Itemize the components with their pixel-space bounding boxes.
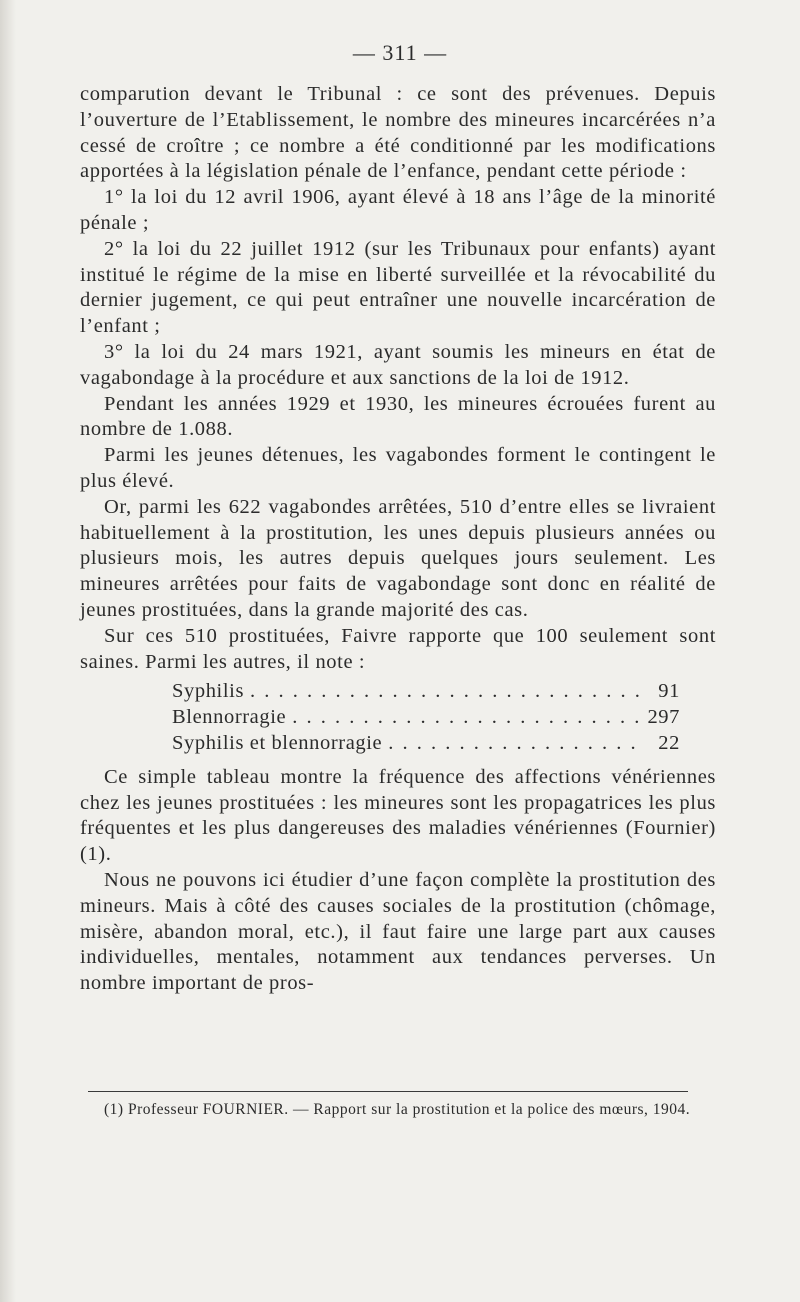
disease-count: 22 (658, 731, 680, 754)
leader-dots (388, 731, 640, 757)
disease-table (80, 679, 716, 756)
disease-row-blennorragie (172, 705, 680, 731)
disease-row-syphilis (172, 679, 680, 705)
paragraph-1: comparution devant le Tribunal : ce sont des prévenues. Depuis l’ouverture de l’Etablissement, le nombre des mineures incarcérées n’a cessé de croître ; ce nombre a été conditionné par les modifications apportées à la législation pénale de l’enfance, pendant cette période : (80, 83, 716, 183)
paragraph-622-vagabondes: Or, parmi les 622 vagabondes arrêtées, 510 d’entre elles se livraient habituellement à la prostitution, les unes depuis plusieurs années ou plusieurs mois, les autres depuis quelques jours seulement. Les mineures arrêtées pour faits de vagabondage sont donc en réalité de jeunes prostituées, dans la grande majorité des cas. (80, 495, 716, 621)
disease-label: Syphilis (172, 680, 245, 703)
footnote: (1) Professeur FOURNIER. — Rapport sur la prostitution et la police des mœurs, 1904. (104, 1101, 691, 1118)
paragraph-tableau: Ce simple tableau montre la fréquence des affections vénériennes chez les jeunes prostituées : les mineures sont les propagatrices les plus fréquentes et les plus dangereuses des maladies vénériennes (Fournier) (1). (80, 765, 716, 866)
paragraph-vagabondes: Parmi les jeunes détenues, les vagabondes forment le contingent le plus élevé. (80, 444, 716, 492)
disease-count: 297 (647, 706, 680, 729)
paragraph-causes: Nous ne pouvons ici étudier d’une façon complète la prostitution des mineurs. Mais à côté des causes sociales de la prostitution (chômage, misère, abandon moral, etc.), il faut faire une large part aux causes individuelles, mentales, notamment aux tendances perverses. Un nombre important de pros- (80, 868, 716, 995)
main-text (80, 82, 716, 997)
footnote-divider (88, 1091, 688, 1092)
disease-row-both (172, 731, 680, 757)
leader-dots (292, 705, 640, 731)
paragraph-years-1929-1930: Pendant les années 1929 et 1930, les mineures écrouées furent au nombre de 1.088. (80, 392, 716, 441)
paragraph-law-1921: 3° la loi du 24 mars 1921, ayant soumis les mineurs en état de vagabondage à la procédure et aux sanctions de la loi de 1912. (80, 340, 716, 389)
paragraph-law-1912: 2° la loi du 22 juillet 1912 (sur les Tribunaux pour enfants) ayant institué le régime de la mise en liberté surveillée et la révocabilité du dernier jugement, ce qui peut entraîner une nouvelle incarcération de l’enfant ; (80, 237, 716, 338)
page-number-header: — 311 — (352, 40, 448, 65)
disease-label: Blennorragie (172, 706, 287, 729)
disease-label: Syphilis et blennorragie (172, 731, 383, 754)
paragraph-law-1906: 1° la loi du 12 avril 1906, ayant élevé à 18 ans l’âge de la minorité pénale ; (80, 186, 716, 234)
leader-dots (250, 679, 640, 705)
disease-count: 91 (658, 680, 680, 703)
paragraph-faivre: Sur ces 510 prostituées, Faivre rapporte que 100 seulement sont saines. Parmi les autres, il note : (80, 624, 716, 673)
page-edge-shadow (0, 0, 16, 1302)
